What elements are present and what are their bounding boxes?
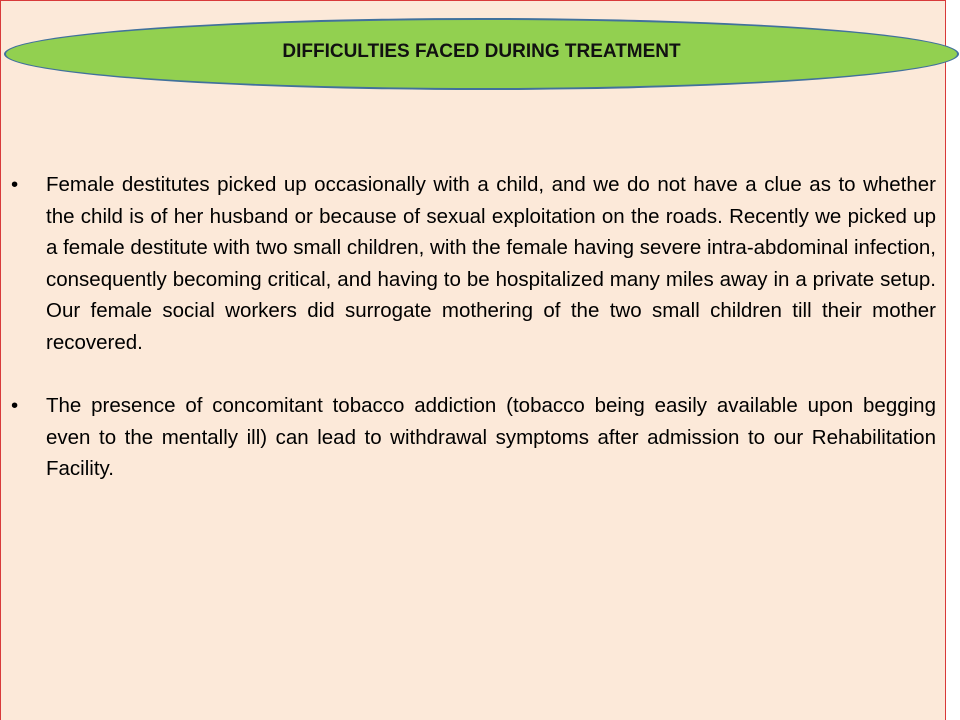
bullet-marker: •: [11, 173, 19, 196]
bullet-text: The presence of concomitant tobacco addiction (tobacco being easily available upon begging even to the mentally ill) can lead to withdrawal symptoms after admission to our Rehabilitation Facility.: [46, 394, 936, 480]
slide-title: DIFFICULTIES FACED DURING TREATMENT: [282, 41, 681, 62]
bullet-item: [11, 390, 936, 485]
bullet-marker: •: [11, 394, 19, 417]
bullet-list: [11, 169, 936, 485]
title-banner: [4, 18, 959, 90]
bullet-item: [11, 169, 936, 358]
bullet-text: Female destitutes picked up occasionally with a child, and we do not have a clue as to whether the child is of her husband or because of sexual exploitation on the roads. Recently we picked up a female destitute with two small children, with the female having severe intra-abdominal infection, consequently becoming critical, and having to be hospitalized many miles away in a private setup. Our female social workers did surrogate mothering of the two small children till their mother recovered.: [46, 173, 936, 354]
